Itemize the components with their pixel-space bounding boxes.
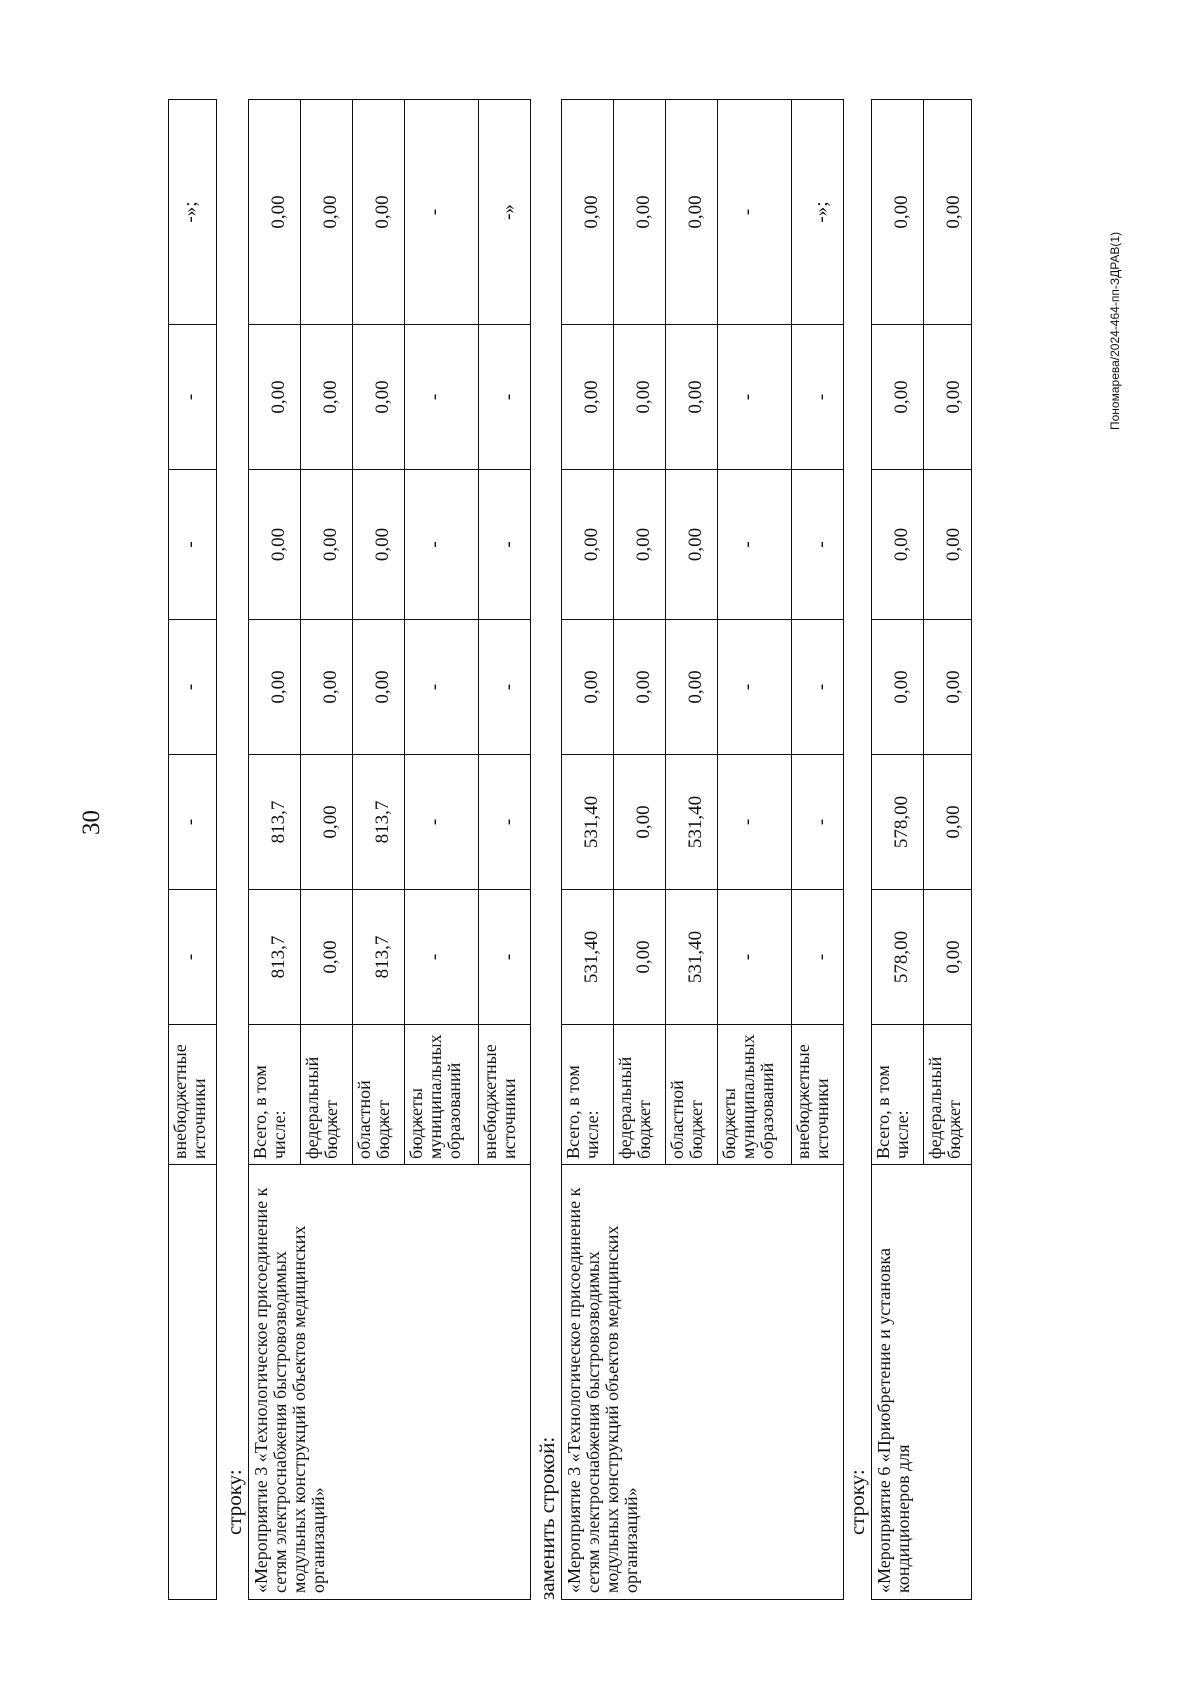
value-cell: 531,40 xyxy=(666,755,718,890)
value-cell: 0,00 xyxy=(872,620,924,755)
value-cell: - xyxy=(479,325,531,470)
source-label-cell: федеральный бюджет xyxy=(924,1025,972,1165)
source-label-cell: Всего, в том числе: xyxy=(249,1025,301,1165)
table-row xyxy=(562,100,614,1600)
measure-title-cell xyxy=(562,1165,844,1600)
caption-stroku-2: строку: xyxy=(845,1469,869,1535)
table-new-row xyxy=(561,99,844,1600)
value-cell: 0,00 xyxy=(301,325,353,470)
value-cell: 0,00 xyxy=(614,325,666,470)
value-cell: 0,00 xyxy=(924,470,972,620)
value-cell: - xyxy=(718,755,792,890)
value-cell: 0,00 xyxy=(562,470,614,620)
source-label-cell: федеральный бюджет xyxy=(301,1025,353,1165)
measure-title: «Мероприятие 6 «Приобретение и установка кондиционеров для xyxy=(874,1248,913,1593)
value-cell: 0,00 xyxy=(249,620,301,755)
continuation-table xyxy=(168,99,217,1600)
value-cell: 813,7 xyxy=(353,890,405,1025)
source-label-cell: бюджеты муниципальных образований xyxy=(405,1025,479,1165)
table-row xyxy=(169,100,217,1600)
value-cell: - xyxy=(792,470,844,620)
value-cell: 0,00 xyxy=(249,100,301,325)
value-cell: - xyxy=(169,755,217,890)
value-cell: 0,00 xyxy=(614,620,666,755)
value-cell: - xyxy=(718,470,792,620)
value-cell: - xyxy=(405,325,479,470)
caption-replace: заменить строкой: xyxy=(535,1436,559,1600)
value-cell: 0,00 xyxy=(924,100,972,325)
value-cell: - xyxy=(405,890,479,1025)
source-label-cell xyxy=(169,1025,217,1165)
value-cell: 0,00 xyxy=(872,100,924,325)
page-number: 30 xyxy=(78,810,105,835)
block-old-row xyxy=(222,100,531,1600)
value-cell: - xyxy=(405,100,479,325)
value-cell: 0,00 xyxy=(614,755,666,890)
value-cell: 0,00 xyxy=(562,100,614,325)
value-cell: 0,00 xyxy=(924,620,972,755)
value-cell: 578,00 xyxy=(872,890,924,1025)
measure-title-cell xyxy=(249,1165,531,1600)
value-cell: 0,00 xyxy=(666,470,718,620)
value-cell: -»; xyxy=(792,100,844,325)
value-cell: - xyxy=(169,890,217,1025)
source-label-cell: областной бюджет xyxy=(353,1025,405,1165)
value-cell: 0,00 xyxy=(353,470,405,620)
source-label-cell: Всего, в том числе: xyxy=(562,1025,614,1165)
value-cell: 0,00 xyxy=(353,620,405,755)
value-cell: - xyxy=(169,620,217,755)
value-cell: 0,00 xyxy=(924,325,972,470)
value-cell: 0,00 xyxy=(301,755,353,890)
value-cell: 0,00 xyxy=(666,325,718,470)
value-cell: - xyxy=(718,100,792,325)
value-cell: 531,40 xyxy=(562,890,614,1025)
value-cell: 531,40 xyxy=(666,890,718,1025)
block-new-row xyxy=(535,100,844,1600)
value-cell: 0,00 xyxy=(249,470,301,620)
rotated-table-sheet xyxy=(140,100,1040,1600)
value-cell: 0,00 xyxy=(614,470,666,620)
value-cell: 0,00 xyxy=(301,470,353,620)
value-cell: 531,40 xyxy=(562,755,614,890)
value-cell: 0,00 xyxy=(614,890,666,1025)
source-label-cell: бюджеты муниципальных образований xyxy=(718,1025,792,1165)
measure-title: «Мероприятие 3 «Технологическое присоединение к сетям электроснабжения быстровозводимых модульных конструкций объектов медицинских организаций» xyxy=(251,1187,328,1593)
value-cell: 0,00 xyxy=(301,100,353,325)
source-label-cell: федеральный бюджет xyxy=(614,1025,666,1165)
source-label-line: источники xyxy=(189,1078,209,1159)
value-cell: 0,00 xyxy=(562,325,614,470)
value-cell: 813,7 xyxy=(249,890,301,1025)
value-cell: 0,00 xyxy=(301,890,353,1025)
source-label-cell: внебюджетные источники xyxy=(479,1025,531,1165)
measure-title-cell xyxy=(872,1165,972,1600)
value-cell: 0,00 xyxy=(353,100,405,325)
value-cell: - xyxy=(479,470,531,620)
value-cell: 0,00 xyxy=(872,325,924,470)
table-row xyxy=(872,100,924,1600)
value-cell: - xyxy=(718,325,792,470)
source-label-cell: Всего, в том числе: xyxy=(872,1025,924,1165)
value-cell: 0,00 xyxy=(301,620,353,755)
value-cell: - xyxy=(792,755,844,890)
value-cell: - xyxy=(169,325,217,470)
value-cell: 578,00 xyxy=(872,755,924,890)
title-cell xyxy=(169,1165,217,1600)
value-cell: - xyxy=(792,325,844,470)
value-cell: - xyxy=(479,620,531,755)
value-cell: 0,00 xyxy=(666,100,718,325)
value-cell: 0,00 xyxy=(353,325,405,470)
value-cell: - xyxy=(405,755,479,890)
continuation-block xyxy=(168,100,217,1600)
value-cell: - xyxy=(718,620,792,755)
value-cell: 0,00 xyxy=(924,890,972,1025)
value-cell: -»; xyxy=(169,100,217,325)
source-label-cell: внебюджетные источники xyxy=(792,1025,844,1165)
value-cell: 813,7 xyxy=(353,755,405,890)
table-old-row xyxy=(248,99,531,1600)
value-cell: 813,7 xyxy=(249,755,301,890)
table-measure-6 xyxy=(871,99,972,1600)
value-cell: - xyxy=(792,890,844,1025)
value-cell: - xyxy=(405,620,479,755)
value-cell: 0,00 xyxy=(562,620,614,755)
value-cell: - xyxy=(479,890,531,1025)
source-label-cell: областной бюджет xyxy=(666,1025,718,1165)
value-cell: 0,00 xyxy=(924,755,972,890)
value-cell: 0,00 xyxy=(249,325,301,470)
value-cell: 0,00 xyxy=(872,470,924,620)
value-cell: - xyxy=(718,890,792,1025)
source-label-line: внебюджетные xyxy=(170,1044,190,1159)
value-cell: 0,00 xyxy=(614,100,666,325)
measure-title: «Мероприятие 3 «Технологическое присоединение к сетям электроснабжения быстровозводимых модульных конструкций объектов медицинских организаций» xyxy=(564,1187,641,1593)
table-row xyxy=(249,100,301,1600)
caption-stroku: строку: xyxy=(222,1469,246,1535)
value-cell: -» xyxy=(479,100,531,325)
block-measure-6 xyxy=(845,100,972,1600)
document-code: Пономарева/2024-464-пп-ЗДРАВ(1) xyxy=(1108,231,1122,430)
value-cell: - xyxy=(169,470,217,620)
value-cell: 0,00 xyxy=(666,620,718,755)
value-cell: - xyxy=(405,470,479,620)
value-cell: - xyxy=(479,755,531,890)
value-cell: - xyxy=(792,620,844,755)
